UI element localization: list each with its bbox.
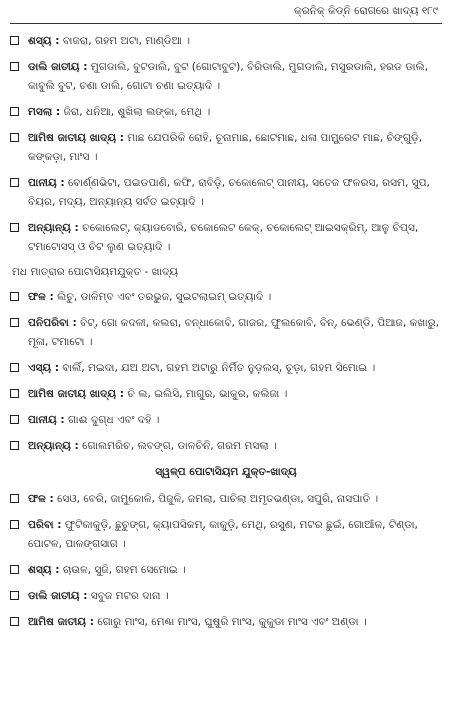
- item-text: [28, 129, 440, 167]
- item-body: ଗୋଲମରିଚ, ଲବଙ୍ଗ, ଡାଳଚିନି, ଗରମ ମସଲା ।: [82, 440, 277, 452]
- item-label: ଅନ୍ୟାନ୍ୟ :: [28, 222, 79, 234]
- checkbox-square-icon: [10, 520, 19, 529]
- item-body: ଗାଈ ଦୁଗ୍ଧ ଏବଂ ଦହି ।: [68, 414, 160, 426]
- item-text: [28, 385, 287, 404]
- medium-potassium-list: [10, 288, 440, 456]
- item-text: [28, 561, 186, 580]
- item-body: ସେଓ, ବେରି, ଜାମୁକୋଳି, ପିଜୁଳି, ଜମଲା, ପାଚିଲା ଅମୃତଭଣ୍ଡା, ସପୁରି, ନାସପାତି ।: [57, 493, 379, 505]
- list-item: [10, 129, 440, 167]
- item-label: ଫଳ :: [28, 291, 54, 303]
- list-item: [10, 516, 440, 554]
- section-medium-heading: ମଧ ମାତ୍ରାର ପୋଟାସିୟମଯୁକ୍ତ - ଖାଦ୍ୟ: [12, 266, 179, 278]
- list-item: [10, 219, 440, 257]
- high-potassium-list: [10, 32, 440, 257]
- list-item: [10, 385, 440, 404]
- item-text: [28, 411, 159, 430]
- checkbox-square-icon: [10, 591, 19, 600]
- list-item: [10, 613, 440, 632]
- list-item: [10, 561, 440, 580]
- item-label: ଆମିଷ ଜାତୀୟ ଖାଦ୍ୟ :: [28, 132, 125, 144]
- item-text: [28, 174, 440, 212]
- item-label: ପନିପରିବା :: [28, 317, 77, 329]
- checkbox-square-icon: [10, 133, 19, 142]
- checkbox-square-icon: [10, 292, 19, 301]
- list-item: [10, 32, 440, 51]
- checkbox-square-icon: [10, 415, 19, 424]
- item-text: [28, 587, 169, 606]
- item-label: ଏସ୍ୟ :: [28, 362, 60, 374]
- item-text: [28, 32, 190, 51]
- item-text: [28, 288, 271, 307]
- item-label: ଶସ୍ୟ :: [28, 564, 60, 576]
- item-label: ପାନୀୟ :: [28, 177, 65, 189]
- page-header: [10, 0, 440, 23]
- page-content: [10, 32, 440, 632]
- item-body: ମାଛ ଯେପରିକି ରୋହି, ଚୂନାମାଛ, ଛୋଟମାଛ, ଧଳା ପାମ୍ଫ୍ରେଟ ମାଛ, ଚିଙ୍ଗୁଡ଼ି, କଙ୍କଡ଼ା, ମାଂସ ।: [28, 132, 423, 163]
- checkbox-square-icon: [10, 363, 19, 372]
- header-rule: [10, 23, 442, 24]
- item-label: ଶସ୍ୟ :: [28, 35, 60, 47]
- item-label: ଅନ୍ୟାନ୍ୟ :: [28, 440, 79, 452]
- checkbox-square-icon: [10, 318, 19, 327]
- item-label: ପରିବା :: [28, 519, 62, 531]
- list-item: [10, 437, 440, 456]
- item-body: ମୁଗଡାଲି, ବୁଟଡାଲି, ବୁଟ (ଗୋଟାବୁଟ), ବିରିଡାଲି, ମୁଗଡାଲି, ମସୁରଡାଲି, ହରଡ ଡାଲି, କାବୁଲି ବୁଟ, ଚଣା ଡାଲି, ଗୋଟା ଚଣା ଇତ୍ୟାଦି ।: [28, 61, 429, 92]
- running-head: କ୍ରନିକ୍ କିଡ୍ନି ରୋଗରେ ଖାଦ୍ୟ ୧୮୯: [293, 5, 438, 17]
- item-body: ବାର୍ଲି, ମଇଦା, ଯଅ ଅଟା, ଗହମ ଅଟାରୁ ନିର୍ମିତ ନୁଡ଼ଲସ୍, ଚୂଡ଼ା, ଗହମ ସିମୋଇ ।: [62, 362, 376, 374]
- checkbox-square-icon: [10, 62, 19, 71]
- list-item: [10, 103, 440, 122]
- checkbox-square-icon: [10, 36, 19, 45]
- item-text: [28, 58, 440, 96]
- list-item: [10, 359, 440, 378]
- list-item: [10, 411, 440, 430]
- item-label: ଆମିଷ ଜାତୀୟ :: [28, 616, 94, 628]
- section-low-heading: ସ୍ୱଳ୍ପ ପୋଟାସିୟମ ଯୁକ୍ତ-ଖାଦ୍ୟ: [155, 466, 297, 478]
- item-label: ଡାଲି ଜାତୀୟ :: [28, 590, 88, 602]
- list-item: [10, 288, 440, 307]
- item-text: [28, 437, 277, 456]
- checkbox-square-icon: [10, 107, 19, 116]
- item-text: [28, 516, 440, 554]
- checkbox-square-icon: [10, 617, 19, 626]
- item-body: ସବୁଜ ମଟର ଦାନା ।: [90, 590, 169, 602]
- item-label: ଆମିଷ ଜାତୀୟ ଖାଦ୍ୟ :: [28, 388, 125, 400]
- list-item: [10, 58, 440, 96]
- item-body: ଗୋରୁ ମାଂସ, ମେଣ୍ଢା ମାଂସ, ଘୁଷୁରି ମାଂସ, କୁକୁଡା ମାଂସ ଏବଂ ଅଣ୍ଡା ।: [97, 616, 367, 628]
- list-item: [10, 174, 440, 212]
- checkbox-square-icon: [10, 565, 19, 574]
- item-label: ଫଳ :: [28, 493, 54, 505]
- item-text: [28, 490, 378, 509]
- checkbox-square-icon: [10, 178, 19, 187]
- item-text: [28, 613, 367, 632]
- item-text: [28, 314, 440, 352]
- item-body: ଚି ଲ, ଇଲିସି, ମାଗୁର, ଭାକୁର, କଲିଜା ।: [127, 388, 288, 400]
- list-item: [10, 314, 440, 352]
- low-potassium-list: [10, 490, 440, 632]
- item-body: ଲିଚୁ, ଡାଳିମ୍ବ ଏବଂ ତରଭୁଜ, ସୁଇଟଲାଇମ୍ ଇତ୍ୟାଦି ।: [57, 291, 272, 303]
- checkbox-square-icon: [10, 223, 19, 232]
- item-body: ବାଜରା, ଗହମ ଅଟା, ମାଣ୍ଡିଆ ।: [62, 35, 190, 47]
- checkbox-square-icon: [10, 389, 19, 398]
- item-body: ଚକୋଲେଟ୍, କ୍ୟାଡବୋରି, ଚକୋଲେଟ କେକ୍, ଚକୋଲେଟ୍ ଆଇସକ୍ରିମ୍, ଆଳୁ ଚିପ୍ସ, ଟମାଟୋସସ୍ ଓ ଚିଟ ଲୁଣ ଇତ୍ୟାଦି ।: [28, 222, 419, 253]
- item-body: ଜିରା, ଧନିଆ, ଶୁଖିଲା ଲଙ୍କା, ମେଥି ।: [63, 106, 211, 118]
- item-body: ବିଟ୍, ଗୋ କଦଳୀ, କଲରା, ବନ୍ଧାକୋବି, ଗାଜର, ଫୁଲକୋବି, ବିନ୍, ଭେଣ୍ଡି, ପିଆଜ, କଖାରୁ, ମୂଳା, ଟମାଟୋ ।: [28, 317, 440, 348]
- item-label: ପାନୀୟ :: [28, 414, 65, 426]
- checkbox-square-icon: [10, 494, 19, 503]
- item-label: ଡାଲି ଜାତୀୟ :: [28, 61, 88, 73]
- item-text: [28, 219, 440, 257]
- item-label: ମସଲା :: [28, 106, 61, 118]
- item-text: [28, 359, 375, 378]
- item-body: ଫୁଟିକାକୁଡ଼ି, ଛୁଚୁଙ୍ଗ, କ୍ୟାପସିକମ୍, କାକୁଡ଼ି, ମେଥି, ରସୁଣ, ମଟର ଛୁଇଁ, ଗୋଆଁଳ, ଟିଣ୍ଡା, ପୋଟଳ, ପାଳଙ୍ଗସାଗ ।: [28, 519, 418, 550]
- item-body: ବୋର୍ଣ୍ଣଭିଟା, ପଇଡପାଣି, କଫି, ରାବିଡ଼ି, ଚକୋଲେଟ୍ ପାନୀୟ, ସତେଜ ଫଳରସ, ରସମ, ସୁପ, ବିୟର, ମଦ୍ୟ, ଅନ୍ୟାନ୍ୟ ସର୍ବତ ଇତ୍ୟାଦି ।: [28, 177, 430, 208]
- item-text: [28, 103, 210, 122]
- list-item: [10, 587, 440, 606]
- checkbox-square-icon: [10, 441, 19, 450]
- item-body: ଚାଉଳ, ସୁଜି, ଗହମ ସେମୋଇ ।: [62, 564, 186, 576]
- list-item: [10, 490, 440, 509]
